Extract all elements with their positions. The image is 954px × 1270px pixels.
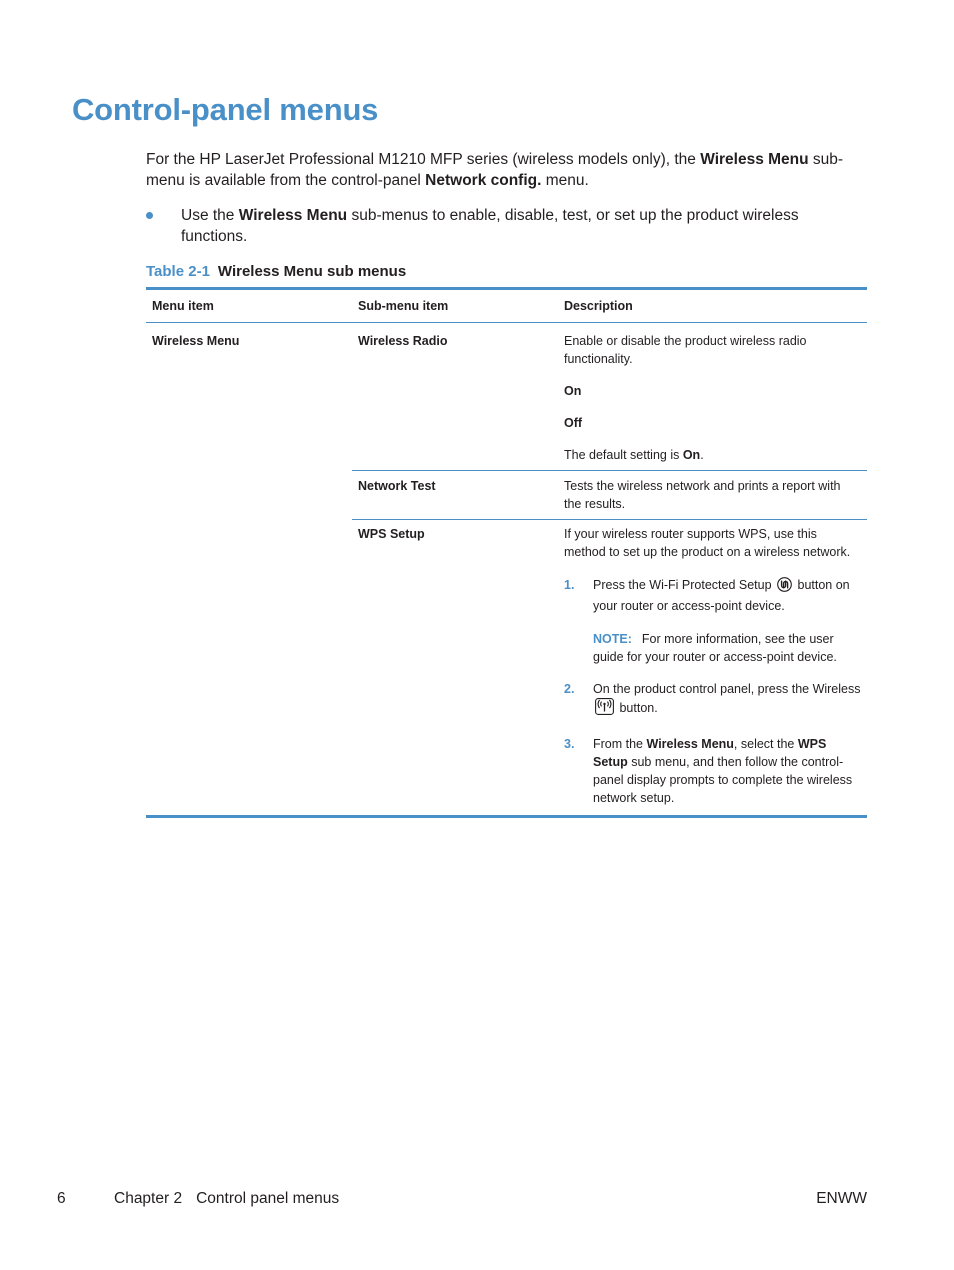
header-description: Description [564, 299, 633, 313]
description-text: Tests the wireless network and prints a report with the results. [564, 479, 841, 511]
bullet-text [181, 205, 858, 247]
description-cell [558, 520, 867, 815]
step-3 [564, 735, 861, 807]
submenu-cell: Wireless Radio [358, 334, 448, 348]
step-text-part: button on your router or access-point device. [593, 578, 850, 613]
wireless-menu-table [146, 287, 867, 818]
chapter-title: Control panel menus [196, 1190, 340, 1207]
bullet-text-part: sub-menus to enable, disable, test, or set up the product wireless functions. [181, 207, 799, 245]
intro-text: menu. [541, 172, 589, 189]
intro-bold-wireless-menu: Wireless Menu [700, 151, 809, 168]
default-setting-text [564, 446, 861, 464]
wireless-icon [595, 698, 614, 720]
note [593, 630, 861, 666]
intro-text: sub-menu is available from the control-panel [146, 151, 844, 189]
step-number: 2. [564, 682, 575, 696]
bullet-item [146, 205, 858, 247]
intro-paragraph [146, 149, 858, 191]
note-text: For more information, see the user guide for your router or access-point device. [593, 632, 837, 664]
step-text-part: sub menu, and then follow the control-panel display prompts to complete the wireless network setup. [593, 755, 853, 805]
step-text-part: button. [616, 701, 658, 715]
page-number: 6 [57, 1190, 66, 1207]
table-body [146, 323, 867, 815]
default-prefix: The default setting is [564, 448, 683, 462]
table-row-wps-setup [352, 520, 867, 815]
step-1 [564, 576, 861, 615]
header-sub-menu-item: Sub-menu item [358, 299, 449, 313]
table-header-row [146, 290, 867, 323]
menu-item-cell: Wireless Menu [152, 334, 240, 348]
step-bold-wps-setup: WPS Setup [593, 737, 827, 769]
default-value: On [682, 448, 701, 462]
bullet-bold-wireless-menu: Wireless Menu [238, 207, 348, 224]
submenu-rows [352, 323, 867, 815]
table-row-wireless-radio [352, 323, 867, 471]
step-text-part: Press the Wi-Fi Protected Setup [593, 578, 776, 592]
default-suffix: . [700, 448, 704, 462]
description-cell [558, 323, 867, 470]
step-number: 3. [564, 737, 575, 751]
page-title: Control-panel menus [72, 92, 379, 127]
step-text [593, 576, 861, 615]
chapter-number: Chapter 2 [114, 1190, 183, 1207]
intro-text: For the HP LaserJet Professional M1210 MFP series (wireless models only), the [146, 151, 701, 168]
option-on: On [564, 384, 582, 398]
note-label: NOTE: [593, 632, 632, 646]
intro-bold-network-config: Network config. [425, 172, 542, 189]
description-text: Enable or disable the product wireless radio functionality. [564, 334, 807, 366]
table-caption-label: Wireless Menu sub menus [217, 263, 407, 280]
wps-icon [777, 577, 792, 597]
description-text: If your wireless router supports WPS, use this method to set up the product on a wireless network. [564, 527, 851, 559]
step-bold-wireless-menu: Wireless Menu [646, 737, 734, 751]
submenu-cell: Network Test [358, 479, 436, 493]
option-off: Off [564, 416, 583, 430]
header-menu-item: Menu item [152, 299, 214, 313]
bullet-text-part: Use the [181, 207, 239, 224]
step-number: 1. [564, 578, 575, 592]
footer-right-label: ENWW [816, 1190, 867, 1207]
submenu-cell: WPS Setup [358, 527, 425, 541]
step-text-part: From the [593, 737, 647, 751]
bullet-icon [146, 212, 153, 219]
description-cell [558, 471, 867, 519]
table-number: Table 2-1 [146, 263, 210, 280]
step-text [593, 680, 861, 720]
table-row-network-test [352, 471, 867, 520]
step-text-part: On the product control panel, press the Wireless [593, 682, 861, 696]
chapter-label [114, 1189, 339, 1209]
table-caption [146, 263, 406, 280]
step-text-part: , select the [733, 737, 798, 751]
step-text [593, 735, 861, 807]
step-2 [564, 680, 861, 720]
